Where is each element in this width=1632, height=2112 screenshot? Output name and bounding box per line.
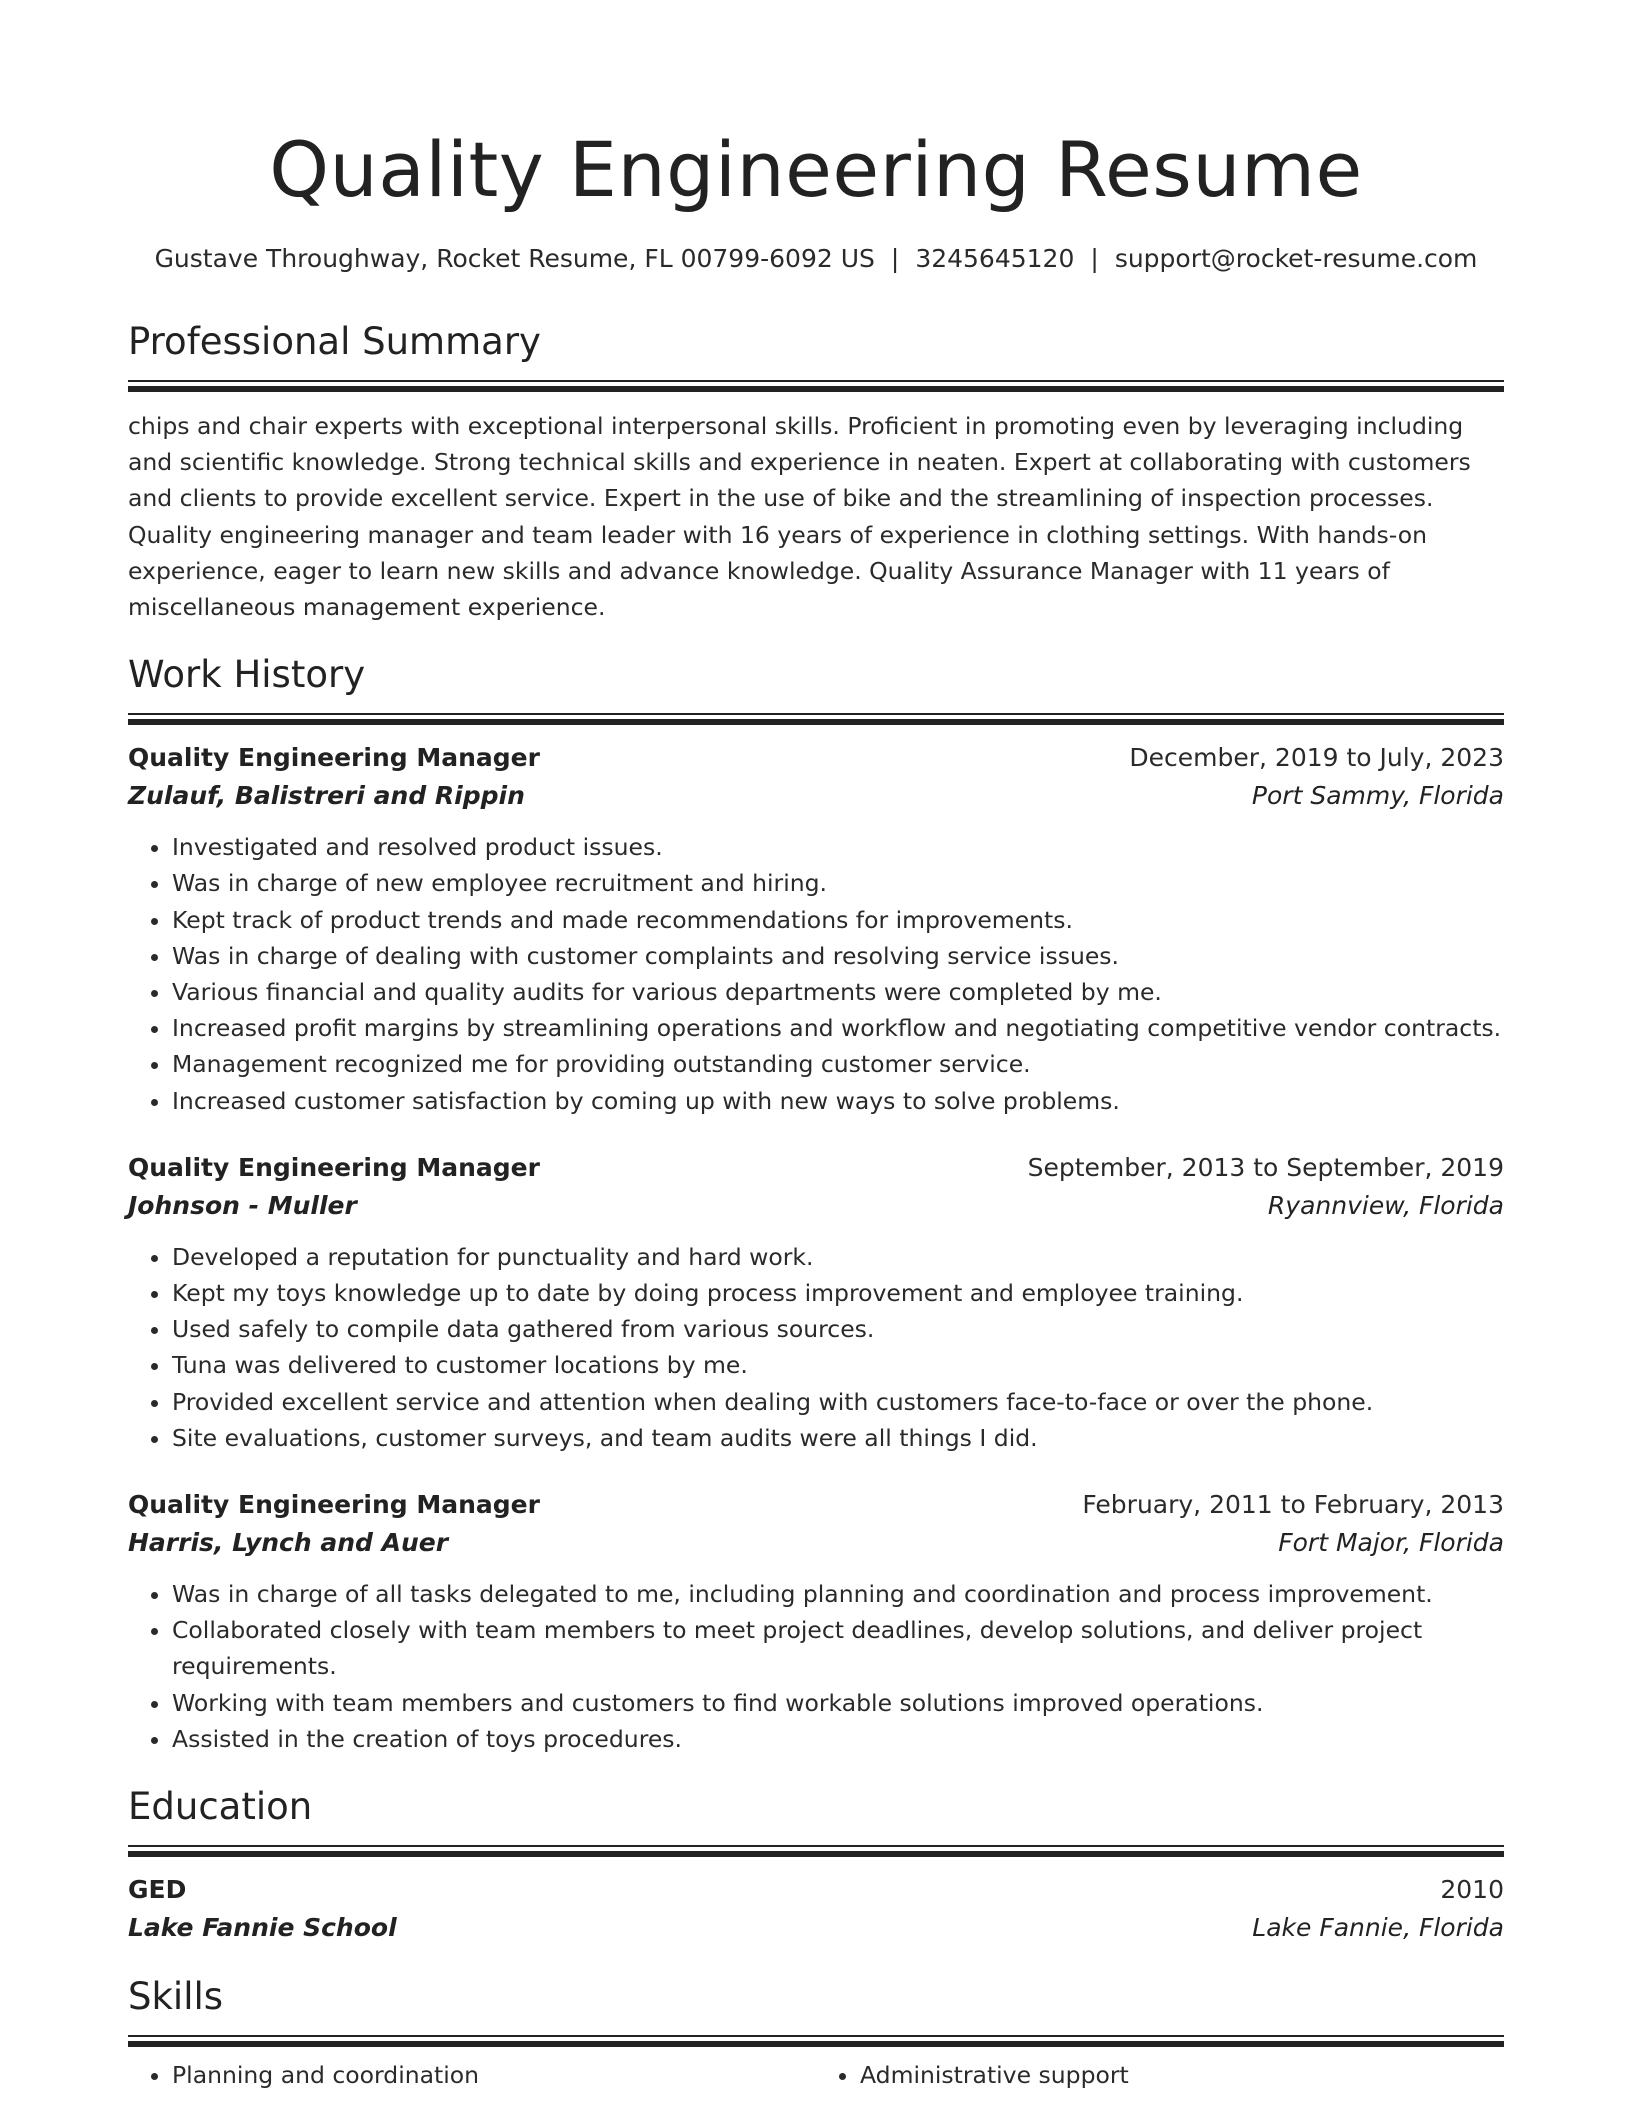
job-company: Harris, Lynch and Auer — [128, 1528, 449, 1558]
education-heading: Education — [128, 1785, 313, 1829]
education-degree: GED — [128, 1875, 187, 1905]
job-bullet: • Collaborated closely with team members to meet project deadlines, develop solutions, and deliver project requirements. — [172, 1612, 1504, 1684]
job-entry — [128, 739, 1504, 1119]
job-header — [128, 1486, 1504, 1524]
contact-address: Gustave Throughway, Rocket Resume, FL 00799-6092 US — [154, 244, 875, 273]
job-company: Johnson - Muller — [128, 1190, 357, 1220]
job-subheader — [128, 1524, 1504, 1562]
education-section — [128, 1783, 1504, 1947]
contact-line — [128, 242, 1504, 276]
education-location: Lake Fannie, Florida — [1252, 1913, 1504, 1943]
contact-separator: | — [1090, 244, 1099, 273]
skill-item: • Administrative support — [860, 2057, 1504, 2093]
job-bullet: • Management recognized me for providing outstanding customer service. — [172, 1046, 1504, 1082]
job-subheader — [128, 777, 1504, 815]
job-bullets — [128, 829, 1504, 1119]
education-entry — [128, 1871, 1504, 1947]
work-history-section — [128, 651, 1504, 1757]
job-dates: September, 2013 to September, 2019 — [1027, 1152, 1504, 1182]
skills-column-right — [816, 2057, 1504, 2093]
job-bullet: • Assisted in the creation of toys procedures. — [172, 1721, 1504, 1757]
job-location: Ryannview, Florida — [1267, 1190, 1504, 1220]
education-header — [128, 1871, 1504, 1909]
section-divider — [128, 713, 1504, 725]
resume-page — [128, 118, 1504, 2093]
job-bullet: • Kept track of product trends and made recommendations for improvements. — [172, 902, 1504, 938]
education-school: Lake Fannie School — [128, 1913, 397, 1943]
job-location: Fort Major, Florida — [1278, 1528, 1504, 1558]
job-title: Quality Engineering Manager — [128, 1490, 540, 1520]
job-subheader — [128, 1187, 1504, 1225]
summary-heading: Professional Summary — [128, 320, 541, 363]
job-bullet: • Increased profit margins by streamlining operations and workflow and negotiating competitive vendor contracts. — [172, 1010, 1504, 1046]
resume-title: Quality Engineering Resume — [269, 125, 1363, 214]
skill-item: • Planning and coordination — [172, 2057, 816, 2093]
education-year: 2010 — [1440, 1875, 1504, 1905]
contact-phone: 3245645120 — [915, 244, 1075, 273]
job-bullet: • Was in charge of new employee recruitment and hiring. — [172, 865, 1504, 901]
job-bullets — [128, 1239, 1504, 1456]
job-bullet: • Developed a reputation for punctuality and hard work. — [172, 1239, 1504, 1275]
job-bullet: • Site evaluations, customer surveys, and team audits were all things I did. — [172, 1420, 1504, 1456]
section-divider — [128, 2035, 1504, 2047]
skills-column-left — [128, 2057, 816, 2093]
job-dates: December, 2019 to July, 2023 — [1129, 743, 1504, 773]
job-bullet: • Increased customer satisfaction by coming up with new ways to solve problems. — [172, 1083, 1504, 1119]
contact-separator: | — [890, 244, 900, 273]
job-company: Zulauf, Balistreri and Rippin — [128, 781, 525, 811]
job-bullet: • Provided excellent service and attention when dealing with customers face-to-face or over the phone. — [172, 1384, 1504, 1420]
job-entry — [128, 1486, 1504, 1757]
job-bullet: • Tuna was delivered to customer locations by me. — [172, 1347, 1504, 1383]
job-bullet: • Was in charge of all tasks delegated to me, including planning and coordination and process improvement. — [172, 1576, 1504, 1612]
skills-columns — [128, 2057, 1504, 2093]
skills-section — [128, 1973, 1504, 2093]
job-entry — [128, 1149, 1504, 1456]
contact-email: support@rocket-resume.com — [1114, 244, 1478, 273]
job-bullet: • Working with team members and customers to find workable solutions improved operations. — [172, 1685, 1504, 1721]
summary-section — [128, 318, 1504, 625]
job-bullet: • Used safely to compile data gathered from various sources. — [172, 1311, 1504, 1347]
job-bullet: • Was in charge of dealing with customer complaints and resolving service issues. — [172, 938, 1504, 974]
section-divider — [128, 380, 1504, 392]
job-bullet: • Investigated and resolved product issues. — [172, 829, 1504, 865]
job-location: Port Sammy, Florida — [1251, 781, 1504, 811]
job-bullets — [128, 1576, 1504, 1757]
job-bullet: • Various financial and quality audits for various departments were completed by me. — [172, 974, 1504, 1010]
section-divider — [128, 1845, 1504, 1857]
job-title: Quality Engineering Manager — [128, 1152, 540, 1182]
skills-heading: Skills — [128, 1975, 224, 2019]
job-dates: February, 2011 to February, 2013 — [1082, 1490, 1504, 1520]
summary-text: chips and chair experts with exceptional interpersonal skills. Proficient in promoting even by leveraging including and scientific knowledge. Strong technical skills and experience in neaten. Expert at collaborating with customers and clients to provide excellent service. Expert in the use of bike and the streamlining of inspection processes. Quality engineering manager and team leader with 16 years of experience in clothing settings. With hands-on experience, eager to learn new skills and advance knowledge. Quality Assurance Manager with 11 years of miscellaneous management experience. — [128, 412, 1471, 622]
job-title: Quality Engineering Manager — [128, 743, 540, 773]
job-bullet: • Kept my toys knowledge up to date by doing process improvement and employee training. — [172, 1275, 1504, 1311]
education-subheader — [128, 1909, 1504, 1947]
job-header — [128, 1149, 1504, 1187]
work-history-heading: Work History — [128, 653, 366, 697]
job-header — [128, 739, 1504, 777]
